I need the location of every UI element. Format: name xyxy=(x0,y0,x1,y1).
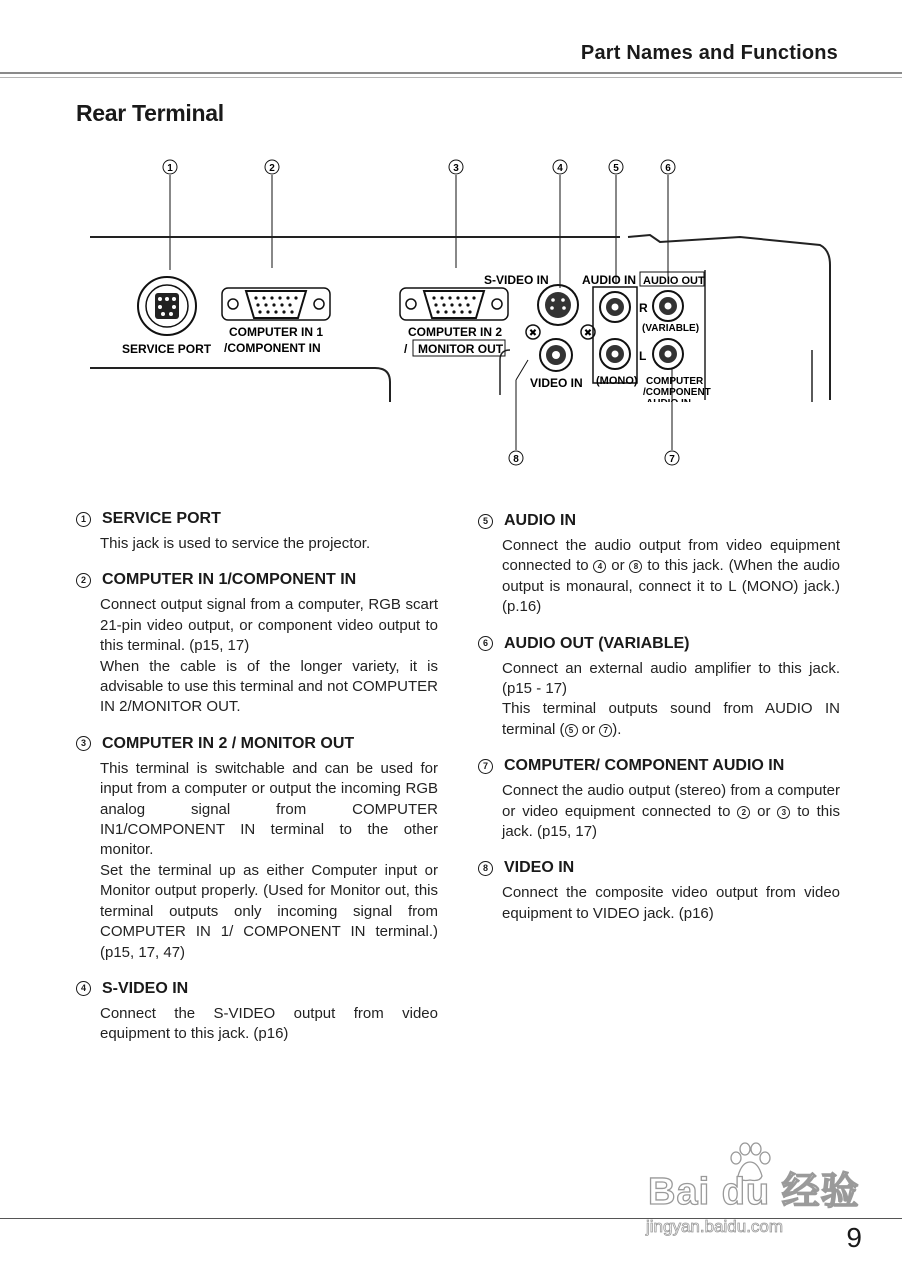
callout-3-num: 3 xyxy=(453,163,459,174)
computer-in1-connector xyxy=(222,288,330,320)
entry-text: Set the terminal up as either Computer input or Monitor output properly. (Used for Monitor out, this terminal outputs only incoming signal from COMPUTER IN 1/ COMPONENT IN terminal.) (p15, 17, 47) xyxy=(100,861,438,961)
entry-title: COMPUTER/ COMPONENT AUDIO IN xyxy=(504,757,785,775)
s-video-connector xyxy=(526,285,595,339)
page-number: 9 xyxy=(846,1222,862,1253)
entry-number: 6 xyxy=(478,636,493,651)
audio-in-label: AUDIO IN xyxy=(582,273,636,287)
entry-text: This jack is used to service the projector. xyxy=(100,535,371,552)
entry-text: When the cable is of the longer variety, it is advisable to use this terminal and not COMPUTER IN 2/MONITOR OUT. xyxy=(100,657,438,716)
comp-audio-label-line1: COMPUTER xyxy=(646,376,704,387)
mono-label: (MONO) xyxy=(596,375,638,387)
computer-in1-label-line2: /COMPONENT IN xyxy=(224,341,321,355)
audio-l-label: L xyxy=(639,349,647,363)
svg-text:✖: ✖ xyxy=(583,328,593,339)
entry-text: Connect the audio output from video equipment connected to 4 or 8 to this jack. (When the audio output is monaural, connect it to L (MONO) jack.) (p.16) xyxy=(502,537,840,616)
entry-number: 8 xyxy=(478,861,493,876)
entry-text: Connect the S-VIDEO output from video equipment to this jack. (p16) xyxy=(100,1004,438,1043)
service-port-connector xyxy=(138,277,196,335)
service-port-label: SERVICE PORT xyxy=(122,342,212,356)
entry-number: 4 xyxy=(76,981,91,996)
entry-text: Connect output signal from a computer, RGB scart 21-pin video output, or component video output to this terminal. (p15, 17) xyxy=(100,596,438,655)
video-in-label: VIDEO IN xyxy=(530,376,583,390)
watermark-url: jingyan.baidu.com xyxy=(646,1217,784,1236)
callout-1-num: 1 xyxy=(167,163,173,174)
entry-audio-out xyxy=(478,635,840,741)
callout-5 xyxy=(609,160,623,283)
rear-terminal-diagram xyxy=(0,150,902,480)
entry-title: AUDIO OUT (VARIABLE) xyxy=(504,634,690,652)
entry-title: VIDEO IN xyxy=(504,859,575,877)
entry-service-port xyxy=(76,510,438,554)
audio-out-label: AUDIO OUT xyxy=(643,275,705,287)
callout-6-num: 6 xyxy=(665,163,671,174)
computer-audio-in-jack xyxy=(653,339,683,369)
callout-6 xyxy=(661,160,675,283)
entry-text: Connect the composite video output from video equipment to VIDEO jack. (p16) xyxy=(502,884,840,922)
callout-2-num: 2 xyxy=(269,163,275,174)
computer-in2-label-line1: COMPUTER IN 2 xyxy=(408,325,503,339)
s-video-in-label: S-VIDEO IN xyxy=(484,273,549,287)
callout-8 xyxy=(509,360,528,465)
entry-number: 2 xyxy=(76,573,91,588)
entry-title: S-VIDEO IN xyxy=(102,979,189,997)
callout-3 xyxy=(449,160,463,268)
entry-title: AUDIO IN xyxy=(504,512,576,529)
ref-2: 2 xyxy=(737,806,750,819)
entry-computer-in2 xyxy=(76,735,438,963)
watermark-logo: Bai du 经验 xyxy=(648,1171,860,1213)
audio-r-label: R xyxy=(639,301,648,315)
right-column xyxy=(478,512,840,941)
audio-out-jack xyxy=(653,291,683,321)
entry-computer-in1 xyxy=(76,571,438,717)
entry-title: COMPUTER IN 2 / MONITOR OUT xyxy=(102,734,355,752)
page-header-title: Part Names and Functions xyxy=(580,42,838,64)
entry-text: Connect the audio output (stereo) from a computer or video equipment connected to 2 or 3 to this jack. (p15, 17) xyxy=(502,782,840,841)
computer-in2-connector xyxy=(400,288,508,320)
entry-audio-in xyxy=(478,512,840,618)
entry-text: This terminal is switchable and can be used for input from a computer or output the incoming RGB analog signal from COMPUTER IN1/COMPONENT IN terminal to the other monitor. xyxy=(100,759,438,859)
callout-4-num: 4 xyxy=(557,163,563,174)
ref-3: 3 xyxy=(777,806,790,819)
monitor-out-label: MONITOR OUT xyxy=(418,342,504,356)
callout-7-num: 7 xyxy=(669,454,675,465)
section-title: Rear Terminal xyxy=(76,100,224,126)
callout-5-num: 5 xyxy=(613,163,619,174)
ref-7: 7 xyxy=(599,724,612,737)
svg-text:✖: ✖ xyxy=(528,328,538,339)
entry-text: Connect an external audio amplifier to this jack. (p15 - 17) xyxy=(502,659,840,698)
computer-in1-label-line1: COMPUTER IN 1 xyxy=(229,325,324,339)
entry-number: 5 xyxy=(478,514,493,529)
variable-label: (VARIABLE) xyxy=(642,323,700,334)
comp-audio-label-line2: /COMPONENT xyxy=(643,387,711,398)
callout-4 xyxy=(553,160,567,288)
ref-4: 4 xyxy=(593,560,606,573)
entry-number: 7 xyxy=(478,759,493,774)
entry-number: 1 xyxy=(76,512,91,527)
video-in-jack xyxy=(540,339,572,371)
entry-text: This terminal outputs sound from AUDIO IN terminal ( 5 or 7 ). xyxy=(502,700,840,738)
ref-8: 8 xyxy=(629,560,642,573)
audio-in-r-jack xyxy=(600,292,630,322)
entry-number: 3 xyxy=(76,736,91,751)
entry-title: SERVICE PORT xyxy=(102,510,221,527)
computer-in2-slash: / xyxy=(404,342,408,356)
header-rule-thin xyxy=(0,77,902,78)
ref-5: 5 xyxy=(565,724,578,737)
entry-video-in xyxy=(478,859,840,924)
callout-8-num: 8 xyxy=(513,454,519,465)
entry-title: COMPUTER IN 1/COMPONENT IN xyxy=(102,571,357,589)
comp-audio-label-line3: AUDIO IN xyxy=(646,398,691,409)
audio-in-l-jack xyxy=(600,339,630,369)
callout-1 xyxy=(163,160,177,270)
callout-2 xyxy=(265,160,279,268)
entry-s-video-in xyxy=(76,980,438,1045)
header-rule xyxy=(0,72,902,74)
left-column xyxy=(76,510,438,1062)
entry-computer-audio-in xyxy=(478,757,840,842)
